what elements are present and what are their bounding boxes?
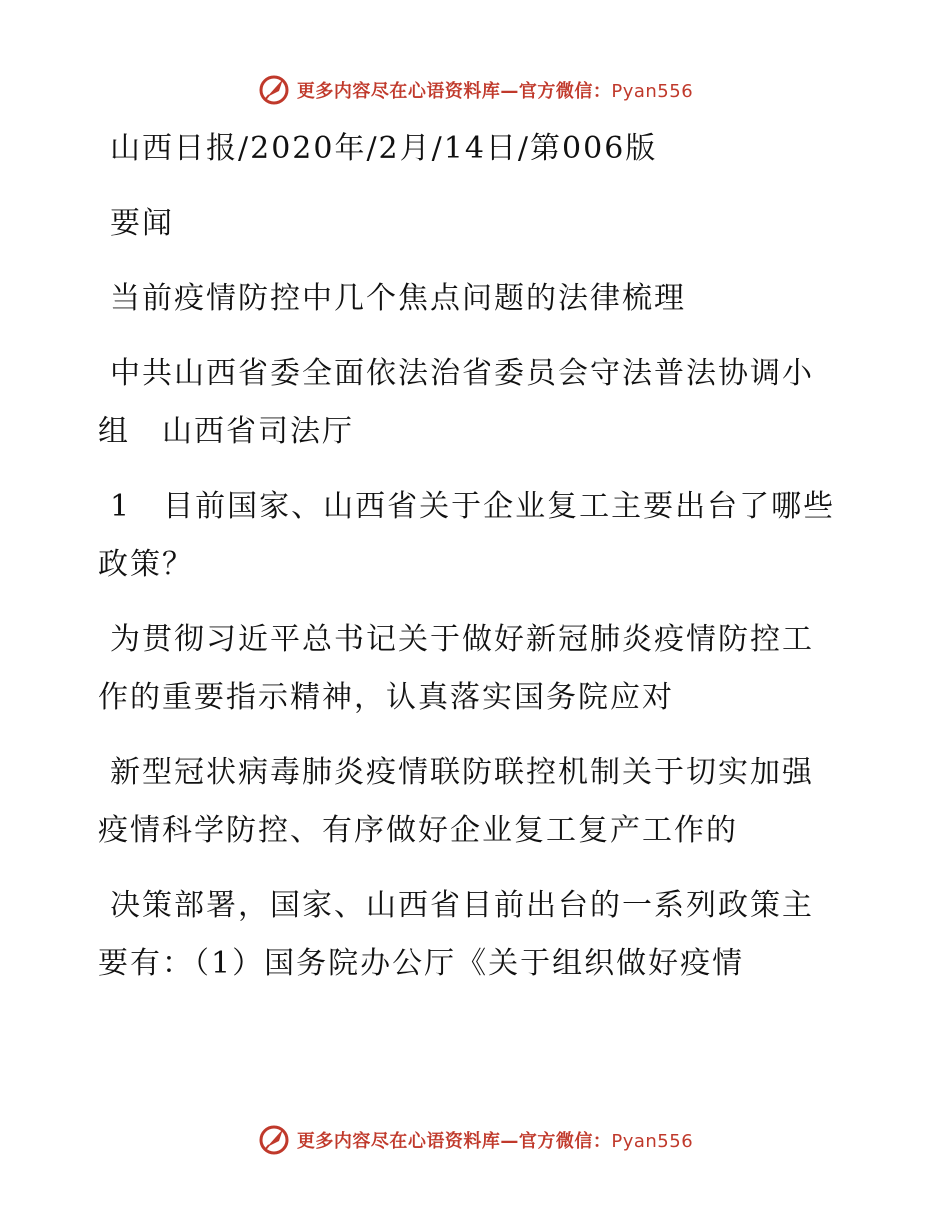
article-title: 当前疫情防控中几个焦点问题的法律梳理 (110, 281, 686, 316)
body-paragraph: 决策部署，国家、山西省目前出台的一系列政策主要有：（1）国务院办公厅《关于组织做好疫情 (98, 888, 814, 981)
quill-logo-icon (257, 1123, 291, 1157)
watermark-id: Pyan556 (611, 81, 694, 102)
quill-logo-icon (257, 73, 291, 107)
article-author: 中共山西省委全面依法治省委员会守法普法协调小组 山西省司法厅 (98, 356, 814, 449)
watermark-id: Pyan556 (611, 1131, 694, 1152)
watermark-text: 更多内容尽在心语资料库—官方微信：Pyan556 (296, 81, 694, 102)
watermark-header (0, 70, 950, 110)
section-label: 要闻 (110, 206, 174, 241)
body-paragraph: 新型冠状病毒肺炎疫情联防联控机制关于切实加强疫情科学防控、有序做好企业复工复产工作的 (98, 755, 814, 848)
watermark-footer (0, 1120, 950, 1160)
question-heading: 1 目前国家、山西省关于企业复工主要出台了哪些政策？ (98, 489, 836, 582)
article-body (98, 120, 838, 1010)
body-paragraph: 为贯彻习近平总书记关于做好新冠肺炎疫情防控工作的重要指示精神，认真落实国务院应对 (98, 622, 814, 715)
newspaper-source: 山西日报/2020年/2月/14日/第006版 (110, 131, 658, 166)
watermark-text: 更多内容尽在心语资料库—官方微信：Pyan556 (296, 1131, 694, 1152)
